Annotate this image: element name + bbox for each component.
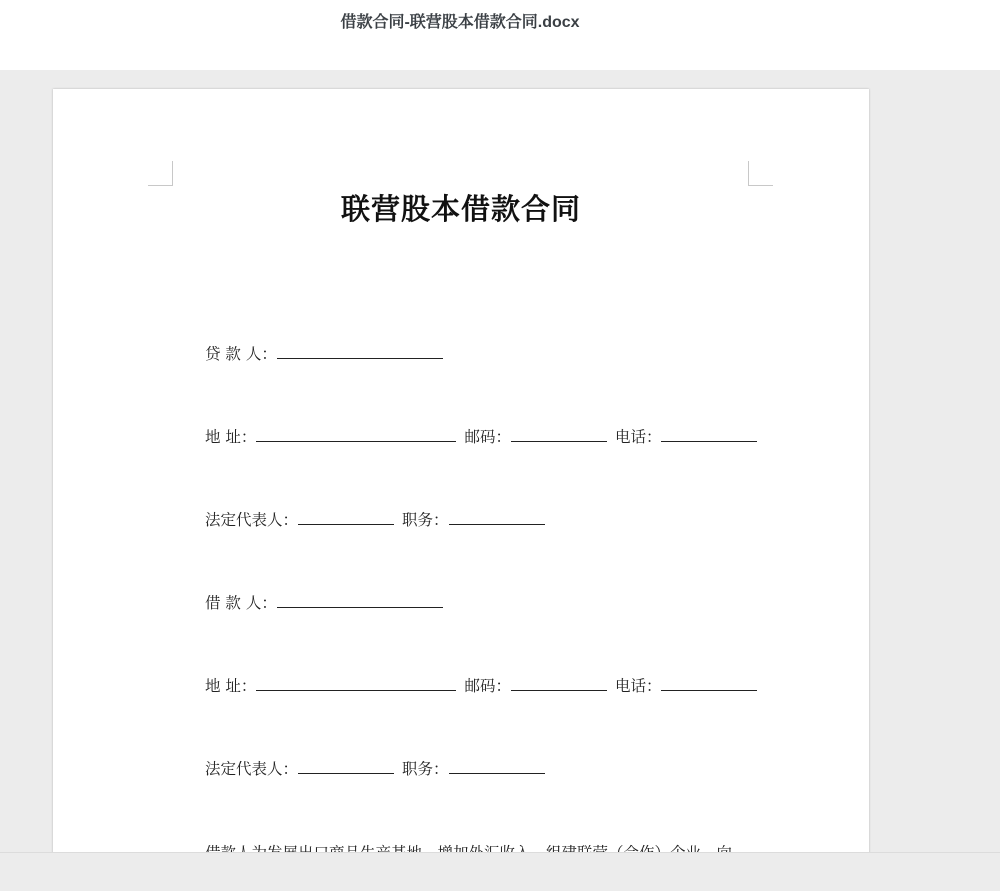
postcode-label: 邮码： — [464, 677, 511, 695]
postcode-blank — [511, 676, 607, 691]
lender-blank — [277, 344, 443, 359]
phone-label: 电话： — [614, 677, 662, 695]
borrower-label: 借 款 人： — [205, 594, 277, 612]
legal-rep-label: 法定代表人： — [205, 760, 299, 778]
crop-mark-top-right — [748, 161, 773, 186]
postcode-blank — [511, 427, 607, 442]
phone-blank — [661, 427, 757, 442]
address-blank — [256, 427, 456, 442]
lender-legal-rep-line — [205, 509, 553, 531]
position-blank — [449, 510, 545, 525]
borrower-blank — [277, 593, 443, 608]
document-page — [53, 89, 869, 869]
address-blank — [256, 676, 456, 691]
postcode-label: 邮码： — [464, 428, 511, 446]
address-label: 地 址： — [205, 428, 257, 446]
file-title: 借款合同-联营股本借款合同.docx — [340, 14, 580, 31]
position-blank — [449, 759, 545, 774]
phone-label: 电话： — [614, 428, 662, 446]
position-label: 职务： — [402, 511, 449, 529]
legal-rep-label: 法定代表人： — [205, 511, 299, 529]
legal-rep-blank — [298, 759, 394, 774]
position-label: 职务： — [402, 760, 449, 778]
borrower-address-line — [205, 675, 765, 697]
document-title: 联营股本借款合同 — [340, 192, 581, 226]
borrower-legal-rep-line — [205, 758, 553, 780]
lender-line — [205, 343, 451, 365]
bottom-scroll-area[interactable] — [0, 852, 1000, 891]
lender-address-line — [205, 426, 765, 448]
app-header — [0, 0, 1000, 70]
borrower-line — [205, 592, 451, 614]
crop-mark-top-left — [148, 161, 173, 186]
lender-label: 贷 款 人： — [205, 345, 277, 363]
phone-blank — [661, 676, 757, 691]
address-label: 地 址： — [205, 677, 257, 695]
legal-rep-blank — [298, 510, 394, 525]
